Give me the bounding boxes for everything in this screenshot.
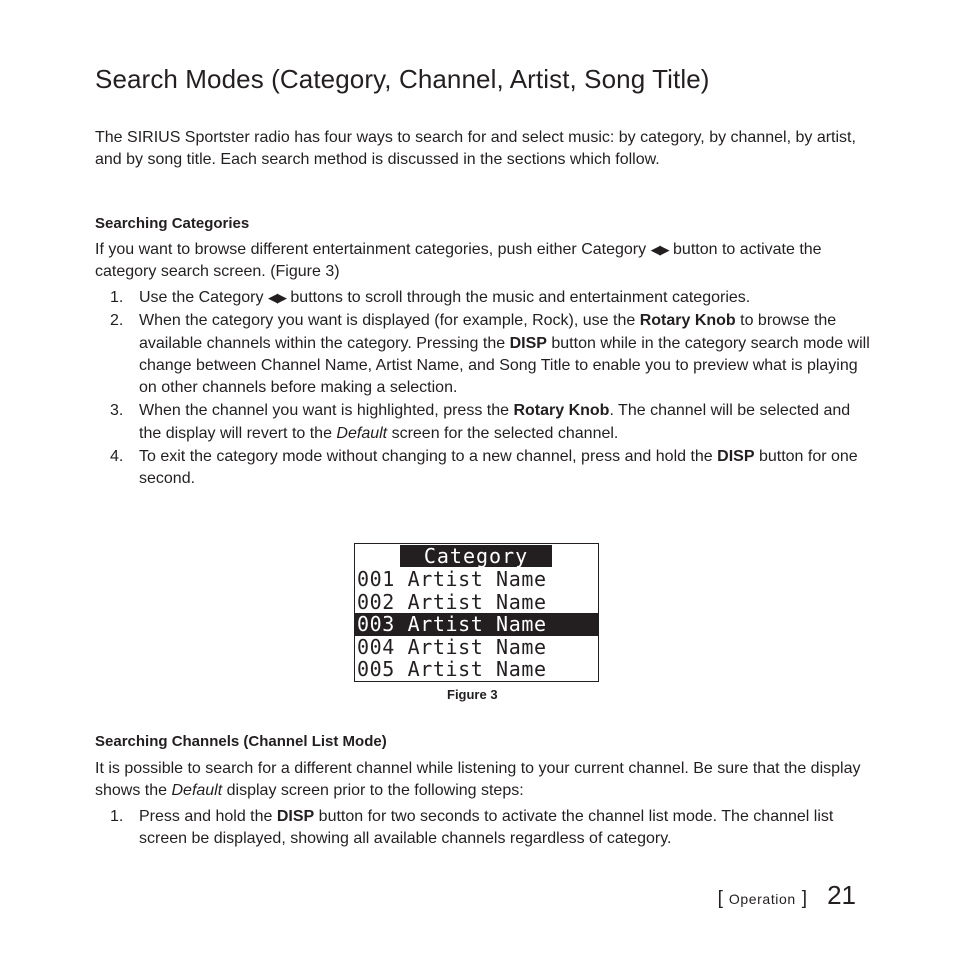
list-item-number: 2. bbox=[110, 312, 124, 330]
list-item-text: screen for the selected channel. bbox=[387, 424, 619, 442]
list-item-text: Use the Category bbox=[139, 289, 268, 306]
footer-bracket-close: ] bbox=[801, 888, 808, 909]
rotary-knob-term: Rotary Knob bbox=[639, 312, 736, 330]
lcd-title: Category bbox=[400, 545, 552, 567]
list-item-text: to browse the available channels within the category. Pressing the bbox=[139, 312, 837, 352]
list-item-text: When the category you want is displayed (for example, Rock), use the bbox=[139, 312, 640, 330]
list-item bbox=[110, 310, 870, 399]
lcd-row: 005 Artist Name bbox=[357, 657, 547, 681]
list-item-text: button for one second. bbox=[139, 448, 858, 488]
channels-intro-text-a: It is possible to search for a different channel while listening to your current channel. Be sure that the display shows the bbox=[95, 760, 861, 799]
channels-steps-list bbox=[110, 806, 870, 852]
list-item-text: To exit the category mode without changing to a new channel, press and hold the bbox=[139, 448, 718, 466]
rotary-knob-term: Rotary Knob bbox=[513, 402, 610, 420]
page-number: 21 bbox=[827, 880, 856, 910]
footer-section-label: Operation bbox=[728, 891, 796, 907]
categories-intro-text-b: button to activate the category search screen. (Figure 3) bbox=[95, 241, 822, 280]
list-item-number: 4. bbox=[110, 448, 124, 466]
category-lcd-figure bbox=[354, 543, 599, 682]
disp-term: DISP bbox=[276, 808, 315, 825]
list-item-text: button for two seconds to activate the channel list mode. The channel list screen be displayed, showing all available channels regardless of category. bbox=[139, 808, 834, 848]
disp-term: DISP bbox=[717, 448, 755, 466]
list-item bbox=[110, 287, 870, 309]
lcd-row: 004 Artist Name bbox=[357, 634, 547, 659]
default-term: Default bbox=[171, 782, 223, 799]
disp-term: DISP bbox=[509, 334, 547, 352]
channels-intro bbox=[95, 758, 865, 802]
list-item bbox=[110, 400, 870, 445]
page-title: Search Modes (Category, Channel, Artist, Song Title) bbox=[95, 64, 710, 94]
categories-intro bbox=[95, 239, 865, 283]
list-item-text: Press and hold the bbox=[139, 808, 277, 825]
footer-bracket-open: [ bbox=[717, 888, 723, 909]
section-heading-categories: Searching Categories bbox=[95, 215, 250, 232]
figure-caption: Figure 3 bbox=[447, 687, 498, 702]
lcd-row: 002 Artist Name bbox=[357, 589, 547, 614]
categories-steps-list bbox=[110, 287, 870, 492]
list-item-number: 3. bbox=[110, 402, 124, 420]
list-item-number: 1. bbox=[110, 289, 124, 306]
lcd-row: 001 Artist Name bbox=[357, 567, 547, 591]
default-term: Default bbox=[336, 424, 388, 442]
list-item-text: buttons to scroll through the music and entertainment categories. bbox=[285, 289, 751, 306]
section-heading-channels: Searching Channels (Channel List Mode) bbox=[95, 733, 387, 750]
left-right-arrows-icon: ◀▶ bbox=[650, 242, 669, 257]
intro-paragraph: The SIRIUS Sportster radio has four ways to search for and select music: by category, by channel, by artist, and by song title. Each search method is discussed in the sections which follow. bbox=[95, 129, 856, 168]
list-item-text: . The channel will be selected and the display will revert to the bbox=[139, 402, 851, 442]
list-item bbox=[110, 446, 870, 491]
left-right-arrows-icon: ◀▶ bbox=[267, 290, 286, 305]
categories-intro-text-a: If you want to browse different entertainment categories, push either Category bbox=[95, 241, 647, 258]
list-item bbox=[110, 806, 870, 851]
lcd-row-highlighted: 003 Artist Name bbox=[355, 613, 598, 636]
channels-intro-text-b: display screen prior to the following steps: bbox=[222, 782, 524, 799]
page-footer bbox=[718, 880, 856, 911]
list-item-text: button while in the category search mode will change between Channel Name, Artist Name, and Song Title to enable you to preview what is playing on other channels before making a selection. bbox=[139, 334, 870, 397]
list-item-text: When the channel you want is highlighted, press the bbox=[139, 402, 514, 420]
list-item-number: 1. bbox=[110, 808, 124, 825]
